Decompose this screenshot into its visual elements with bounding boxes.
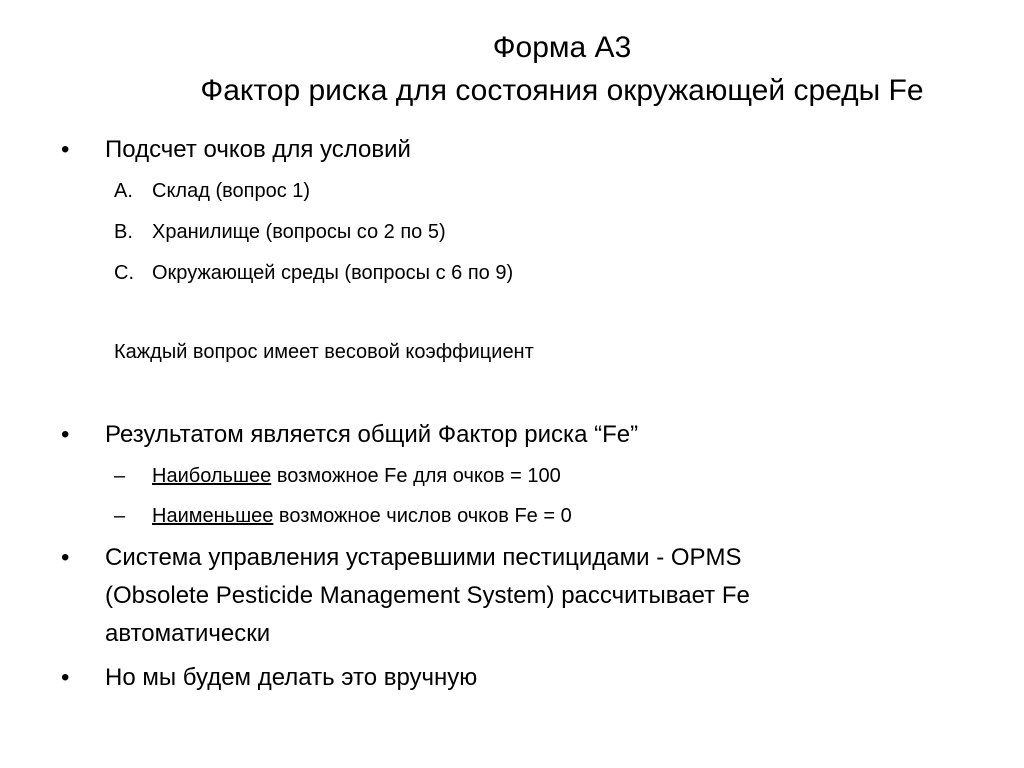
slide-title-line-1: Форма А3 — [492, 31, 632, 64]
bullet-text: Подсчет очков для условий — [105, 136, 411, 163]
subitem-text: Склад (вопрос 1) — [152, 180, 311, 202]
bullet-line: автоматически — [105, 620, 271, 647]
bullet-marker: • — [61, 136, 70, 163]
bullet-line: (Obsolete Pesticide Management System) рассчитывает Fe — [105, 582, 750, 609]
subitem-marker: C. — [114, 262, 134, 284]
subitem-text: Окружающей среды (вопросы с 6 по 9) — [152, 262, 514, 284]
subitem-rest: возможное числов очков Fe = 0 — [273, 505, 572, 527]
subitem-text — [152, 461, 852, 491]
dash-marker: – — [114, 465, 126, 487]
weight-coefficient-note: Каждый вопрос имеет весовой коэффициент — [114, 341, 534, 363]
subitem-marker: A. — [114, 180, 133, 202]
bullet-text — [105, 539, 905, 653]
subitem-text: Хранилище (вопросы со 2 по 5) — [152, 221, 446, 243]
bullet-line: Система управления устаревшими пестицидами - OPMS — [105, 544, 742, 571]
bullet-marker: • — [61, 544, 70, 571]
subitem-text — [152, 501, 852, 531]
subitem-marker: B. — [114, 221, 133, 243]
bullet-text: Но мы будем делать это вручную — [105, 664, 478, 691]
underlined-word: Наибольшее — [152, 465, 272, 487]
subitem-rest: возможное Fe для очков = 100 — [271, 465, 561, 487]
bullet-text: Результатом является общий Фактор риска “Fe” — [105, 421, 639, 448]
dash-marker: – — [114, 505, 126, 527]
bullet-marker: • — [61, 664, 70, 691]
bullet-marker: • — [61, 421, 70, 448]
underlined-word: Наименьшее — [152, 505, 274, 527]
slide-title-line-2: Фактор риска для состояния окружающей среды Fe — [200, 74, 924, 107]
